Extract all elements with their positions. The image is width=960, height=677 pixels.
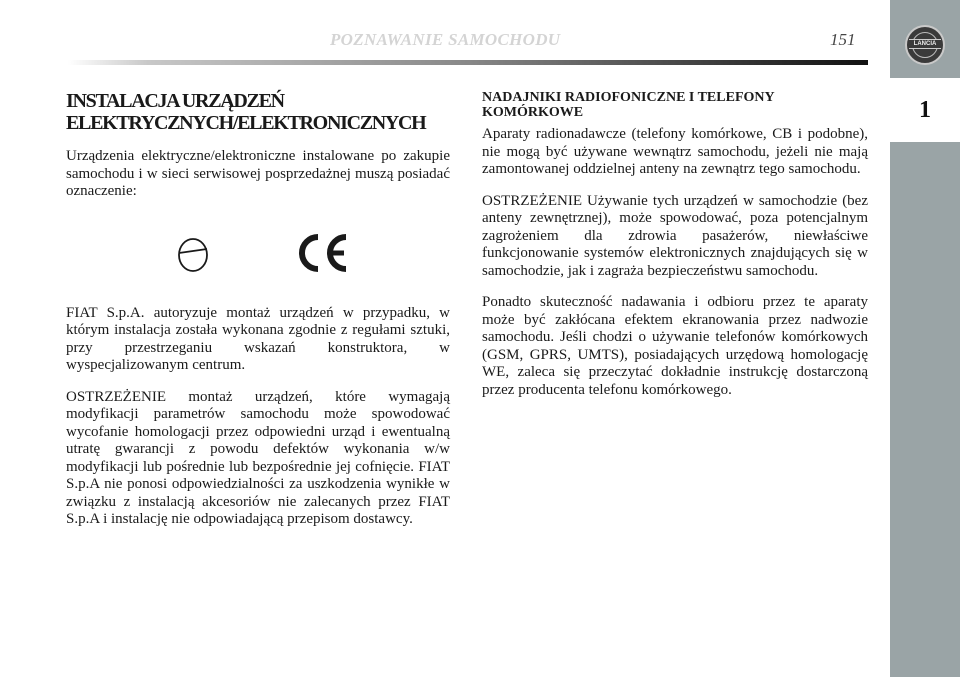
authorization-paragraph: FIAT S.p.A. autoryzuje montaż urządzeń w przypadku, w którym instalacja została wykonana zgodnie z regułami sztuki, przy przestrzeganiu wskazań konstruktora, w wyspecjalizowanym centrum.: [66, 304, 450, 373]
lancia-logo-icon: [905, 25, 945, 65]
header-rule: [68, 60, 868, 65]
shielding-paragraph: Ponadto skuteczność nadawania i odbioru przez te aparaty może być zakłócana efektem ekranowania przez nadwozie samochodu. Jeśli chodzi o używanie telefonów komórkowych (GSM, GPRS, UMTS), posiadających urzędową homologację WE, zaleca się przeczytać dokładnie instrukcję dostarczoną przez producenta telefonu komórkowego.: [482, 294, 868, 398]
logo-text: LANCIA: [909, 39, 941, 49]
section-heading-radio: NADAJNIKI RADIOFONICZNE I TELEFONY KOMÓRKOWE: [482, 90, 775, 120]
e-mark-icon: [173, 227, 213, 279]
ce-mark-icon: [292, 231, 352, 275]
radio-paragraph: Aparaty radionadawcze (telefony komórkowe, CB i podobne), nie mogą być używane wewnątrz samochodu, jeżeli nie mają zamontowanej oddzielnej anteny na zewnątrz tego samochodu.: [482, 126, 868, 177]
left-column: [66, 90, 450, 529]
section-heading: INSTALACJA URZĄDZEŃ ELEKTRYCZNYCH/ELEKTRONICZNYCH: [66, 90, 426, 134]
warning-paragraph: OSTRZEŻENIE montaż urządzeń, które wymagają modyfikacji parametrów samochodu może spowodować wycofanie homologacji przez odpowiedni urząd i ewentualną utratę gwarancji z powodu defektów wykonania w/w modyfikacji lub pośrednie lub bezpośrednie jej cofnięcie. FIAT S.p.A nie ponosi odpowiedzialności za uszkodzenia wynikłe w związku z instalacją akcesoriów nie zalecanych przez FIAT S.p.A i instalację nie odpowiadającą przepisom dostawcy.: [66, 388, 450, 527]
chapter-tab: 1: [890, 78, 960, 142]
intro-paragraph: Urządzenia elektryczne/elektroniczne instalowane po zakupie samochodu i w sieci serwisowej posprzedażnej muszą posiadać oznaczenie:: [66, 148, 450, 199]
right-column: [482, 90, 868, 399]
page-number: 151: [830, 30, 856, 49]
radio-warning-paragraph: OSTRZEŻENIE Używanie tych urządzeń w samochodzie (bez anteny zewnętrznej), może spowodować, poza potencjalnym zagrożeniem dla zdrowia pasażerów, niewłaściwe funkcjonowanie systemów elektronicznych znajdujących się w samochodzie, jak i zagraża bezpieczeństwu samochodu.: [482, 192, 868, 279]
conformity-marks: [66, 215, 450, 305]
running-header: POZNAWANIE SAMOCHODU: [330, 30, 561, 49]
